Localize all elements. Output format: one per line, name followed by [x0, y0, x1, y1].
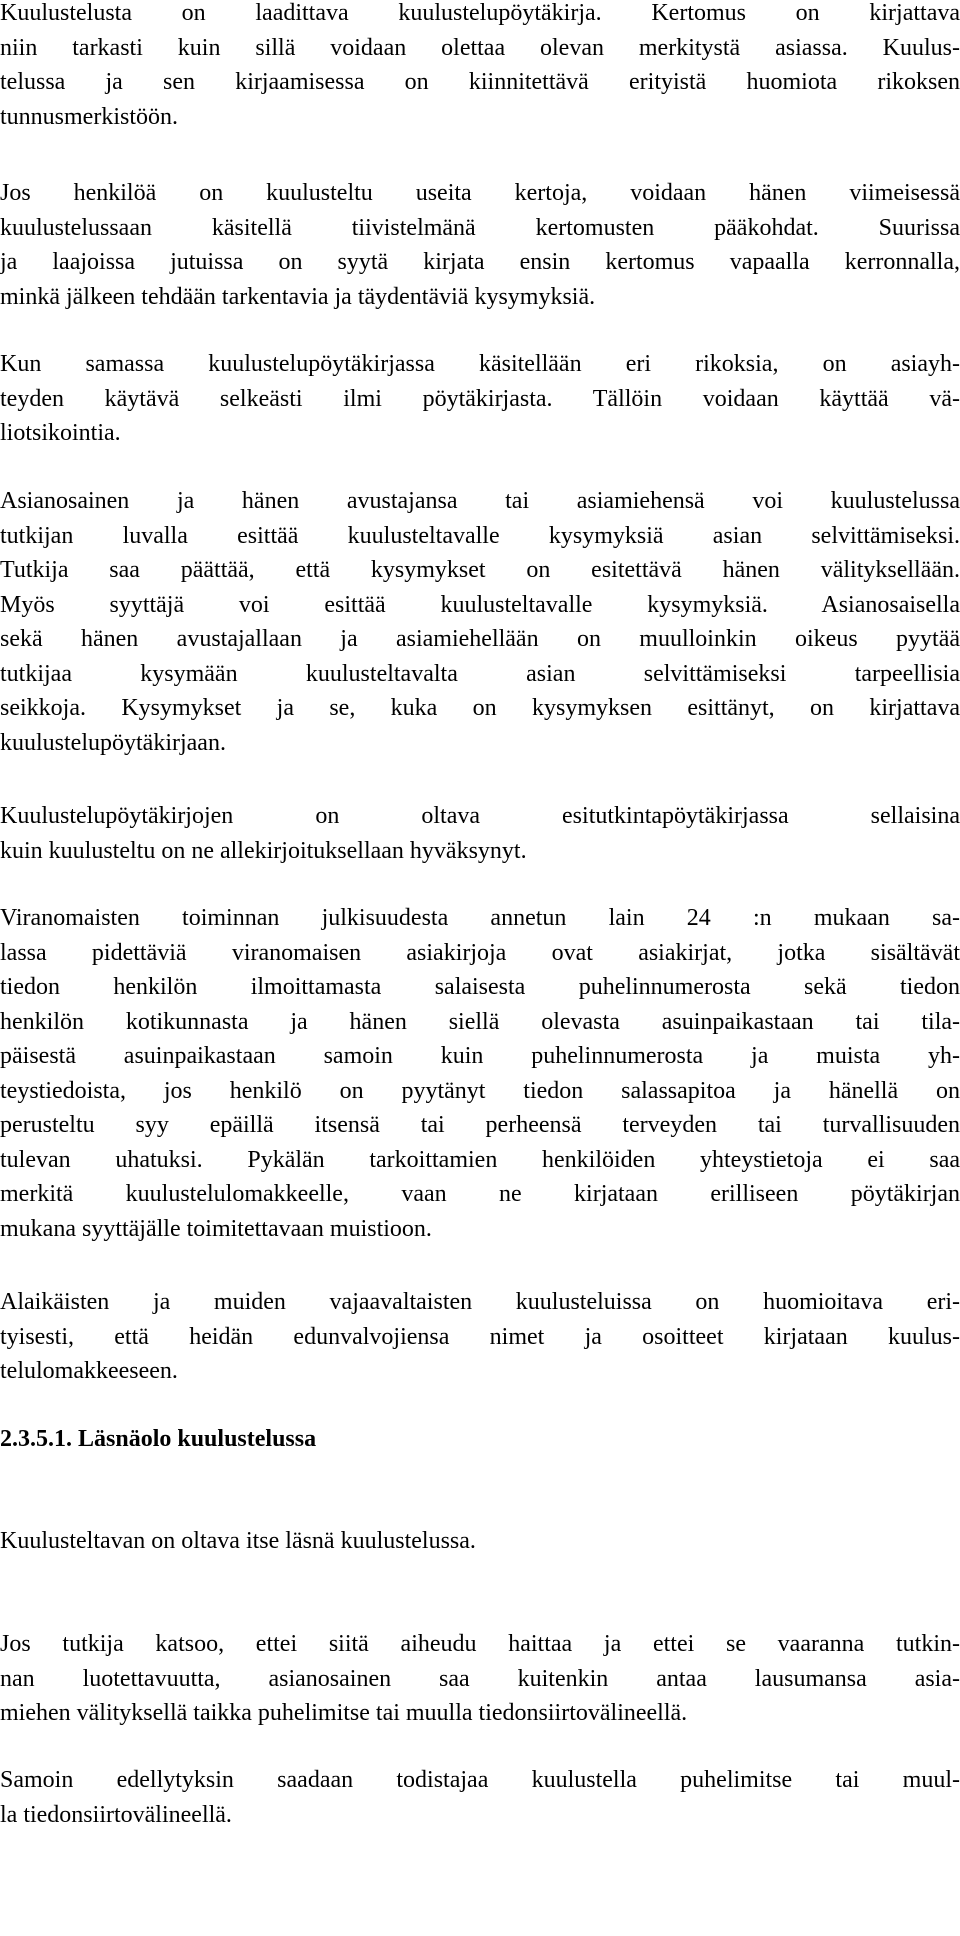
text-line: Samoin edellytyksin saadaan todistajaa kuulustella puhelimitse tai muul- — [0, 1767, 960, 1793]
paragraph-presence — [0, 1524, 960, 1559]
paragraph-multiple-offences — [0, 347, 960, 451]
text-line: nan luotettavuutta, asianosainen saa kuitenkin antaa lausumansa asia- — [0, 1665, 960, 1692]
text-line: kuulustelupöytäkirjaan. — [0, 729, 226, 756]
text-line: tutkijaa kysymään kuulusteltavalta asian selvittämiseksi tarpeellisia — [0, 660, 960, 687]
text-line: minkä jälkeen tehdään tarkentavia ja täydentäviä kysymyksiä. — [0, 283, 596, 310]
paragraph-witness-remote — [0, 1763, 960, 1832]
paragraph-remote-statement — [0, 1627, 960, 1731]
text-line: Myös syyttäjä voi esittää kuulusteltavalle kysymyksiä. Asianosaisella — [0, 591, 960, 618]
text-line: telulomakkeeseen. — [0, 1358, 178, 1384]
text-line: miehen välityksellä taikka puhelimitse tai muulla tiedonsiirtovälineellä. — [0, 1700, 688, 1726]
text-line: Jos tutkija katsoo, ettei siitä aiheudu haittaa ja ettei se vaaranna tutkin- — [0, 1631, 960, 1657]
text-line: henkilön kotikunnasta ja hänen siellä olevasta asuinpaikastaan tai tila- — [0, 1008, 960, 1035]
text-line: tyisesti, että heidän edunvalvojiensa nimet ja osoitteet kirjataan kuulus- — [0, 1323, 960, 1350]
text-line: mukana syyttäjälle toimitettavaan muistioon. — [0, 1215, 432, 1242]
paragraph-party-questions — [0, 484, 960, 760]
text-line: sekä hänen avustajallaan ja asiamiehellään on muulloinkin oikeus pyytää — [0, 626, 960, 652]
text-line: tunnusmerkistöön. — [0, 103, 178, 130]
text-line: niin tarkasti kuin sillä voidaan olettaa olevan merkitystä asiassa. Kuulus- — [0, 34, 960, 61]
text-line: perusteltu syy epäillä itsensä tai perheensä terveyden tai turvallisuuden — [0, 1112, 960, 1138]
text-line: seikkoja. Kysymykset ja se, kuka on kysymyksen esittänyt, on kirjattava — [0, 695, 960, 721]
paragraph-record-keeping — [0, 0, 960, 134]
paragraph-minors — [0, 1285, 960, 1389]
paragraph-approved-records — [0, 799, 960, 868]
text-line: Kuulustelupöytäkirjojen on oltava esitutkintapöytäkirjassa sellaisina — [0, 803, 960, 829]
text-line: Jos henkilöä on kuulusteltu useita kertoja, voidaan hänen viimeisessä — [0, 180, 960, 206]
text-line: Alaikäisten ja muiden vajaavaltaisten kuulusteluissa on huomioitava eri- — [0, 1289, 960, 1315]
text-line: tiedon henkilön ilmoittamasta salaisesta puhelinnumerosta sekä tiedon — [0, 974, 960, 1000]
text-line: teyden käytävä selkeästi ilmi pöytäkirjasta. Tällöin voidaan käyttää vä- — [0, 385, 960, 412]
paragraph-multiple-statements — [0, 176, 960, 314]
section-heading — [0, 1422, 960, 1457]
text-line: tulevan uhatuksi. Pykälän tarkoittamien henkilöiden yhteystietoja ei saa — [0, 1146, 960, 1173]
text-line: teystiedoista, jos henkilö on pyytänyt tiedon salassapitoa ja hänellä on — [0, 1077, 960, 1104]
text-line: Viranomaisten toiminnan julkisuudesta annetun lain 24 :n mukaan sa- — [0, 905, 960, 931]
text-line: Asianosainen ja hänen avustajansa tai asiamiehensä voi kuulustelussa — [0, 488, 960, 514]
text-line: liotsikointia. — [0, 420, 121, 446]
section-title: 2.3.5.1. Läsnäolo kuulustelussa — [0, 1426, 317, 1452]
text-line: ja laajoissa jutuissa on syytä kirjata ensin kertomus vapaalla kerronnalla, — [0, 249, 960, 275]
text-line: Kun samassa kuulustelupöytäkirjassa käsitellään eri rikoksia, on asiayh- — [0, 351, 960, 377]
text-line: Kuulusteltavan on oltava itse läsnä kuulustelussa. — [0, 1528, 476, 1554]
paragraph-confidential-documents — [0, 901, 960, 1246]
text-line: Tutkija saa päättää, että kysymykset on esitettävä hänen välityksellään. — [0, 557, 960, 583]
text-line: tutkijan luvalla esittää kuulusteltavalle kysymyksiä asian selvittämiseksi. — [0, 522, 960, 549]
text-line: merkitä kuulustelulomakkeelle, vaan ne kirjataan erilliseen pöytäkirjan — [0, 1181, 960, 1207]
text-line: kuulustelussaan käsitellä tiivistelmänä kertomusten pääkohdat. Suurissa — [0, 214, 960, 241]
text-line: kuin kuulusteltu on ne allekirjoituksellaan hyväksynyt. — [0, 837, 527, 864]
text-line: päisestä asuinpaikastaan samoin kuin puhelinnumerosta ja muista yh- — [0, 1043, 960, 1069]
text-line: lassa pidettäviä viranomaisen asiakirjoja ovat asiakirjat, jotka sisältävät — [0, 939, 960, 966]
text-line: telussa ja sen kirjaamisessa on kiinnitettävä erityistä huomiota rikoksen — [0, 69, 960, 95]
text-line: Kuulustelusta on laadittava kuulustelupöytäkirja. Kertomus on kirjattava — [0, 0, 960, 26]
text-line: la tiedonsiirtovälineellä. — [0, 1801, 232, 1828]
